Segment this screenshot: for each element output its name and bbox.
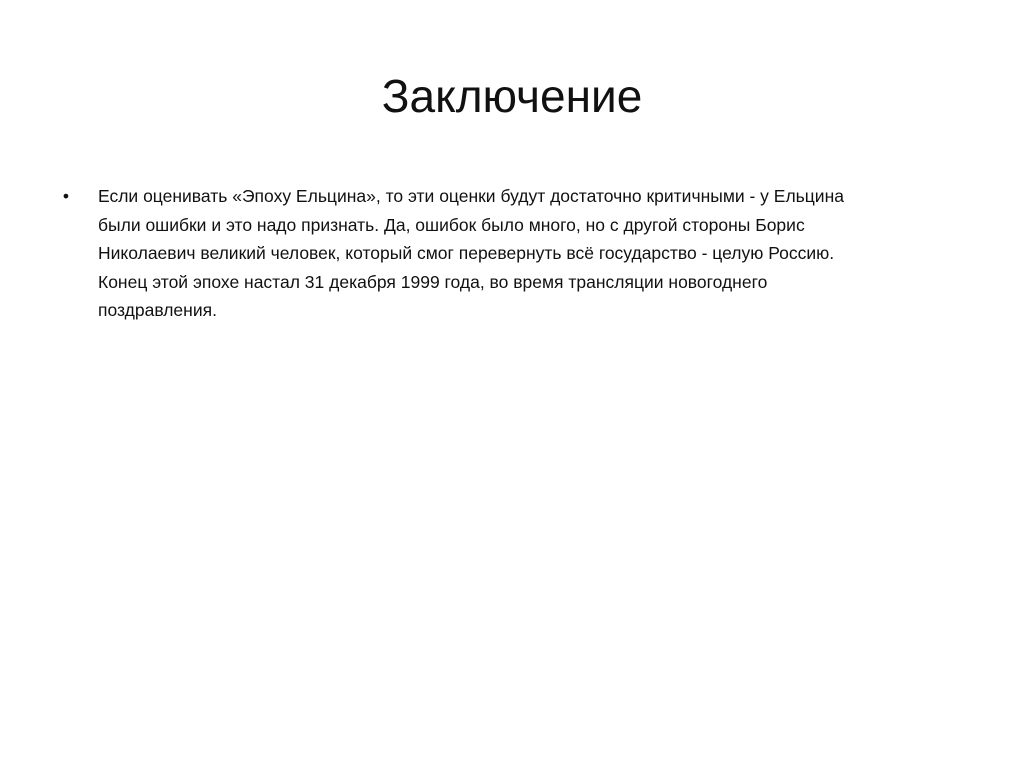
bullet-text-line-3: Николаевич великий человек, который смог перевернуть всё государство - целую Россию.	[98, 243, 835, 263]
bullet-text-line-1: Если оценивать «Эпоху Ельцина», то эти оценки будут достаточно критичными - у Ельцина	[98, 186, 844, 206]
bullet-text-line-2: были ошибки и это надо признать. Да, ошибок было много, но с другой стороны Борис	[98, 214, 805, 235]
bullet-text-line-4: Конец этой эпохе настал 31 декабря 1999 года, во время трансляции новогоднего	[98, 271, 768, 292]
bullet-dot-icon: •	[62, 186, 70, 206]
bullet-text-line-5: поздравления.	[98, 300, 217, 320]
slide-title: Заключение	[381, 70, 643, 122]
bullet-list	[56, 182, 956, 325]
bullet-item	[56, 182, 956, 325]
